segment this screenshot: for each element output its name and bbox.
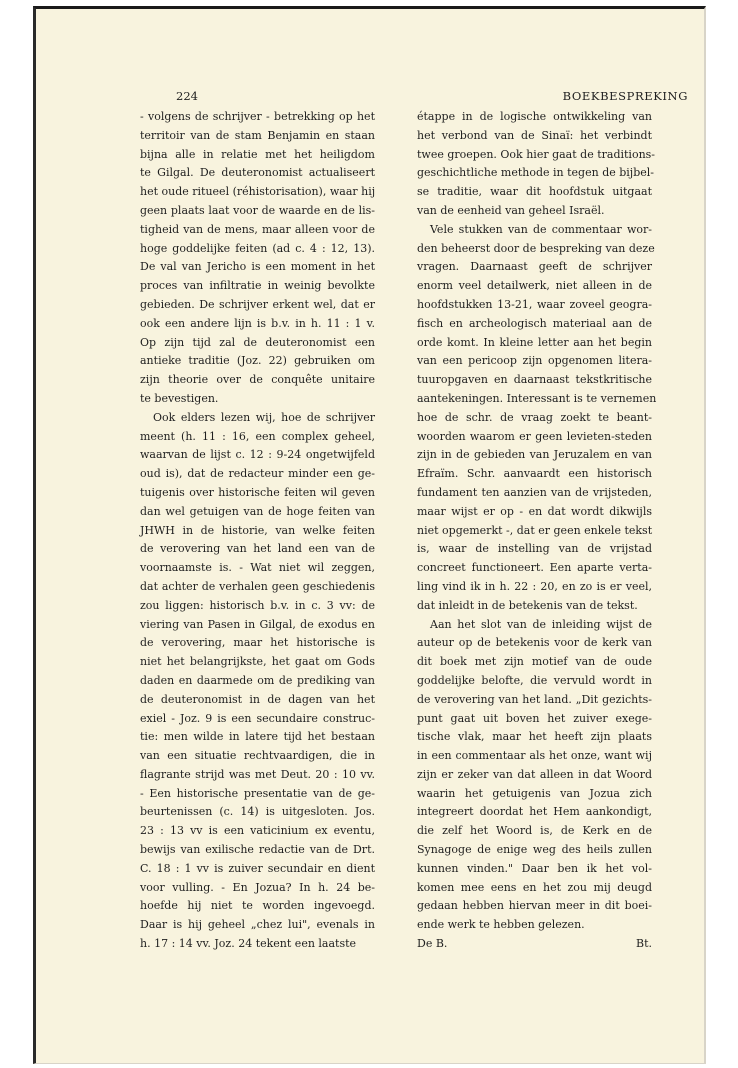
text-line: maar wijst er op - en dat wordt dikwijls bbox=[417, 504, 652, 518]
text-line: territoir van de stam Benjamin en staan bbox=[140, 128, 375, 142]
text-line: de deuteronomist in de dagen van het bbox=[140, 692, 375, 706]
text-line: se traditie, waar dit hoofdstuk uitgaat bbox=[417, 185, 652, 199]
text-line: kunnen vinden." Daar ben ik het vol- bbox=[417, 861, 652, 875]
text-line: tigheid van de mens, maar alleen voor de bbox=[140, 222, 375, 236]
text-line: bewijs van exilische redactie van de Drt. bbox=[140, 843, 375, 857]
text-line: exiel - Joz. 9 is een secundaire construc- bbox=[140, 711, 375, 725]
text-line: Op zijn tijd zal de deuteronomist een bbox=[140, 335, 375, 349]
text-line: C. 18 : 1 vv is zuiver secundair en dient bbox=[140, 861, 375, 875]
text-line: fisch en archeologisch materiaal aan de bbox=[417, 316, 652, 330]
text-line: - Een historische presentatie van de ge- bbox=[140, 786, 375, 800]
text-line: de verovering van het land. „Dit gezichts- bbox=[417, 692, 652, 706]
text-line: is, waar de instelling van de vrijstad bbox=[417, 542, 652, 556]
text-line: flagrante strijd was met Deut. 20 : 10 vv. bbox=[140, 767, 375, 781]
page-number: 224 bbox=[176, 89, 198, 103]
text-line: te Gilgal. De deuteronomist actualiseert bbox=[140, 166, 375, 180]
text-line: de verovering, maar het historische is bbox=[140, 636, 375, 650]
page-header bbox=[176, 89, 688, 107]
text-line: die zelf het Woord is, de Kerk en de bbox=[417, 824, 652, 838]
text-line: punt gaat uit boven het zuiver exege- bbox=[417, 711, 652, 725]
text-line: de verovering van het land een van de bbox=[140, 542, 375, 556]
text-line: bijna alle in relatie met het heiligdom bbox=[140, 147, 375, 161]
text-line: meent (h. 11 : 16, een complex geheel, bbox=[140, 429, 375, 443]
text-line: aantekeningen. Interessant is te vernemen bbox=[417, 391, 657, 405]
text-line: komen mee eens en het zou mij deugd bbox=[417, 880, 652, 894]
text-line: in een commentaar als het onze, want wij bbox=[417, 749, 652, 763]
signature-initials: Bt. bbox=[635, 937, 652, 951]
text-line: waarin het getuigenis van Jozua zich bbox=[417, 786, 652, 800]
text-line: waarvan de lijst c. 12 : 9-24 ongetwijfeld bbox=[140, 448, 375, 462]
text-line: zijn er zeker van dat alleen in dat Woord bbox=[417, 767, 652, 781]
text-line: ling vind ik in h. 22 : 20, en zo is er veel, bbox=[417, 579, 652, 593]
text-line: concreet functioneert. Een aparte verta- bbox=[417, 561, 652, 575]
text-line: voornaamste is. - Wat niet wil zeggen, bbox=[140, 561, 375, 575]
text-line: goddelijke belofte, die vervuld wordt in bbox=[417, 673, 652, 687]
text-line: enorm veel detailwerk, niet alleen in de bbox=[417, 279, 652, 293]
text-line: - volgens de schrijver - betrekking op het bbox=[140, 110, 375, 123]
text-line: dan wel getuigen van de hoge feiten van bbox=[140, 504, 375, 518]
text-line: tuuropgaven en daarnaast tekstkritische bbox=[417, 373, 652, 387]
text-line: tie: men wilde in latere tijd het bestaan bbox=[140, 730, 375, 744]
text-line: zijn in de gebieden van Jeruzalem en van bbox=[417, 448, 652, 462]
text-line: oud is), dat de redacteur minder een ge- bbox=[140, 467, 375, 481]
text-line: gebieden. De schrijver erkent wel, dat er bbox=[140, 297, 375, 311]
text-line: Daar is hij geheel „chez lui", evenals in bbox=[140, 918, 375, 932]
text-line: zijn theorie over de conquête unitaire bbox=[140, 373, 375, 387]
text-line: het oude ritueel (réhistorisation), waar hij bbox=[140, 185, 376, 199]
text-line: woorden waarom er geen levieten-steden bbox=[417, 429, 652, 443]
text-line: proces van infiltratie in weinig bevolkte bbox=[140, 279, 375, 293]
text-line: Ook elders lezen wij, hoe de schrijver bbox=[153, 410, 375, 424]
text-line: hoge goddelijke feiten (ad c. 4 : 12, 13). bbox=[140, 241, 375, 255]
text-line: niet opgemerkt -, dat er geen enkele tekst bbox=[417, 523, 653, 537]
text-line: fundament ten aanzien van de vrijsteden, bbox=[417, 485, 652, 499]
text-line: étappe in de logische ontwikkeling van bbox=[417, 110, 652, 123]
text-line: tische vlak, maar het heeft zijn plaats bbox=[417, 730, 652, 744]
text-line: Vele stukken van de commentaar wor- bbox=[430, 222, 652, 236]
text-line: ook een andere lijn is b.v. in h. 11 : 1 v. bbox=[140, 316, 375, 330]
text-line: dit boek met zijn motief van de oude bbox=[417, 655, 652, 669]
text-line: van een situatie rechtvaardigen, die in bbox=[140, 749, 375, 763]
signature-place: De B. bbox=[417, 937, 448, 951]
text-line: Efraïm. Schr. aanvaardt een historisch bbox=[417, 467, 652, 481]
text-line: hoofdstukken 13-21, waar zoveel geogra- bbox=[417, 297, 652, 311]
text-line: vragen. Daarnaast geeft de schrijver bbox=[417, 260, 652, 274]
text-line: tuigenis over historische feiten wil geven bbox=[140, 485, 375, 499]
right-text-column bbox=[417, 108, 657, 954]
text-line: Synagoge de enige weg des heils zullen bbox=[417, 843, 652, 857]
text-line: 23 : 13 vv is een vaticinium ex eventu, bbox=[140, 824, 375, 838]
text-line: h. 17 : 14 vv. Joz. 24 tekent een laatste bbox=[140, 937, 357, 951]
running-head: BOEKBESPREKING bbox=[562, 89, 688, 103]
text-line: auteur op de betekenis voor de kerk van bbox=[417, 636, 652, 650]
text-line: gedaan hebben hiervan meer in dit boei- bbox=[417, 899, 652, 913]
text-line: het verbond van de Sinaï: het verbindt bbox=[417, 128, 652, 142]
review-signature bbox=[417, 935, 652, 954]
text-line: zou liggen: historisch b.v. in c. 3 vv: de bbox=[140, 598, 375, 612]
text-line: niet het belangrijkste, het gaat om Gods bbox=[140, 655, 375, 669]
text-line: integreert doordat het Hem aankondigt, bbox=[417, 805, 652, 819]
text-line: antieke traditie (Joz. 22) gebruiken om bbox=[140, 354, 375, 368]
text-line: geen plaats laat voor de waarde en de lis- bbox=[140, 203, 375, 217]
text-line: den beheerst door de bespreking van deze bbox=[417, 241, 655, 255]
text-line: hoe de schr. de vraag zoekt te beant- bbox=[417, 410, 652, 424]
text-line: dat achter de verhalen geen geschiedenis bbox=[140, 579, 375, 593]
text-line: viering van Pasen in Gilgal, de exodus en bbox=[140, 617, 375, 631]
text-line: orde komt. In kleine letter aan het begin bbox=[417, 335, 652, 349]
text-line: twee groepen. Ook hier gaat de traditions- bbox=[417, 147, 656, 161]
text-line: voor vulling. - En Jozua? In h. 24 be- bbox=[140, 880, 375, 894]
text-line: daden en daarmede om de prediking van bbox=[140, 673, 375, 687]
text-line: van een pericoop zijn opgenomen litera- bbox=[417, 354, 652, 368]
text-line: hoefde hij niet te worden ingevoegd. bbox=[140, 899, 375, 913]
text-line: te bevestigen. bbox=[140, 391, 219, 405]
left-text-column bbox=[140, 108, 375, 954]
text-line: geschichtliche methode in tegen de bijbel- bbox=[417, 166, 654, 180]
text-line: beurtenissen (c. 14) is uitgesloten. Jos. bbox=[140, 805, 375, 819]
text-line: JHWH in de historie, van welke feiten bbox=[140, 523, 375, 537]
text-line: Aan het slot van de inleiding wijst de bbox=[430, 617, 652, 631]
text-line: dat inleidt in de betekenis van de tekst. bbox=[417, 598, 638, 612]
text-line: van de eenheid van geheel Israël. bbox=[417, 203, 605, 217]
text-line: De val van Jericho is een moment in het bbox=[140, 260, 375, 274]
text-line: ende werk te hebben gelezen. bbox=[417, 918, 585, 932]
